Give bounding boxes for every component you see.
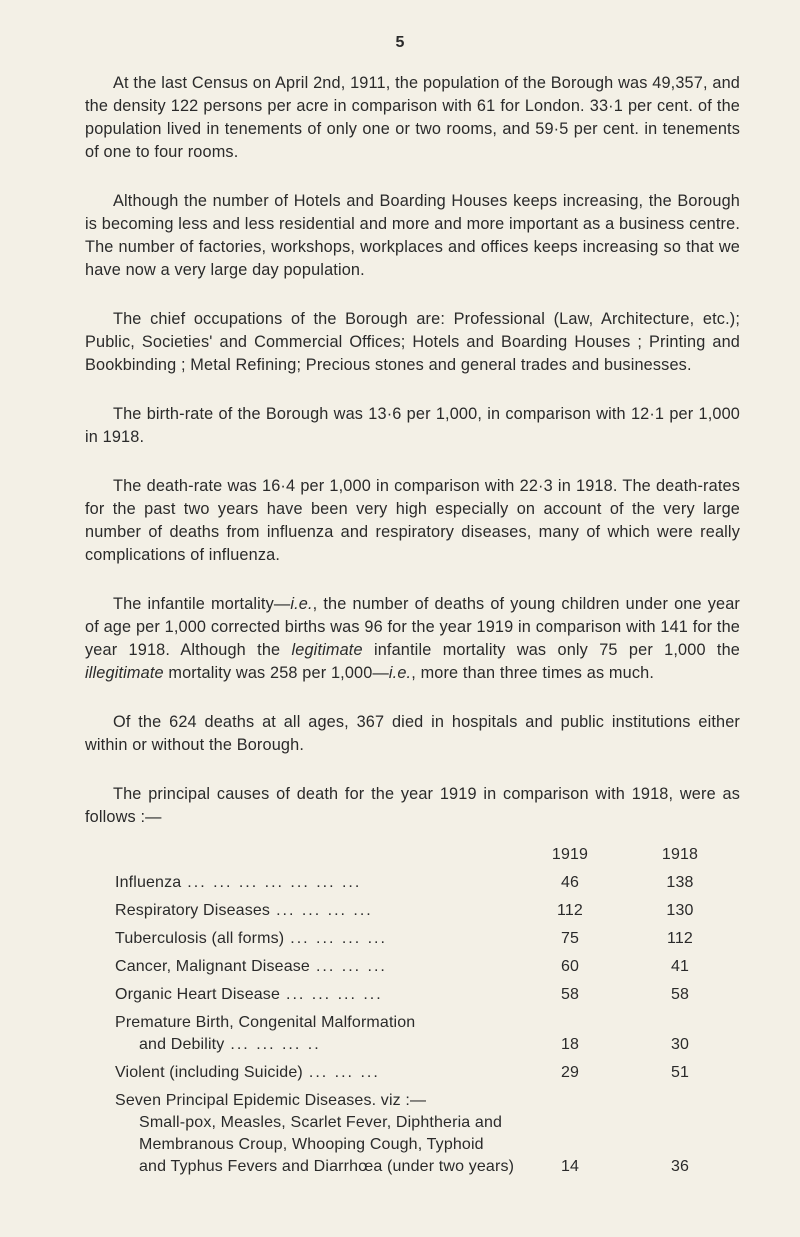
table-row — [115, 1012, 735, 1062]
value-1918: 130 — [666, 902, 694, 919]
paragraph-hospital-deaths: Of the 624 deaths at all ages, 367 died in hospitals and public institutions either within or without the Borough. — [85, 713, 740, 754]
paragraph-birth-rate: The birth-rate of the Borough was 13·6 per 1,000, in comparison with 12·1 per 1,000 in 1918. — [85, 405, 740, 446]
table-row — [115, 872, 735, 900]
value-1919: 14 — [560, 1158, 580, 1175]
cause-label — [115, 900, 515, 928]
table-row — [115, 984, 735, 1012]
cause-name-continued: Small-pox, Measles, Scarlet Fever, Diphtheria and Membranous Croup, Whooping Cough, Typhoid and Typhus Fevers and Diarrhœa (under two years) — [139, 1114, 515, 1175]
paragraph-occupations: The chief occupations of the Borough are: Professional (Law, Architecture, etc.); Public, Societies' and Commercial Offices; Hotels and Boarding Houses ; Printing and Bookbinding ; Metal Refining; Precious stones and general trades and businesses. — [85, 310, 740, 374]
table-row — [115, 1090, 735, 1184]
cause-label — [115, 1012, 515, 1062]
table-row — [115, 900, 735, 928]
paragraph-business-centre: Although the number of Hotels and Boarding Houses keeps increasing, the Borough is becoming less and less residential and more and more important as a business centre. The number of factories, workshops, workplaces and offices keeps increasing so that we have now a very large day population. — [85, 192, 740, 279]
value-1918: 51 — [670, 1064, 690, 1081]
cause-label — [115, 1062, 515, 1090]
paragraph-census: At the last Census on April 2nd, 1911, the population of the Borough was 49,357, and the density 122 persons per acre in comparison with 61 for London. 33·1 per cent. of the population lived in tenements of only one or two rooms, and 59·5 per cent. in tenements of one to four rooms. — [85, 74, 740, 161]
value-1919: 58 — [560, 986, 580, 1003]
header-1919: 1919 — [551, 846, 589, 863]
value-1918: 30 — [670, 1036, 690, 1053]
value-1919: 18 — [560, 1036, 580, 1053]
leader-dots: ... ... ... ... — [276, 902, 373, 919]
value-1918: 41 — [670, 958, 690, 975]
cause-name: Seven Principal Epidemic Diseases. viz :— — [115, 1092, 427, 1109]
cause-name: Organic Heart Disease — [115, 986, 280, 1003]
leader-dots: ... ... ... ... — [290, 930, 387, 947]
cause-name-continued: and Debility — [139, 1036, 225, 1053]
paragraph-infantile-mortality: The infantile mortality—i.e., the number of deaths of young children under one year of age per 1,000 corrected births was 96 for the year 1919 in comparison with 141 for the year 1918. Although the legitimate infantile mortality was only 75 per 1,000 the illegitimate mortality was 258 per 1,000—i.e., more than three times as much. — [85, 595, 740, 682]
value-1918: 138 — [666, 874, 694, 891]
table-row — [115, 1062, 735, 1090]
cause-label — [115, 872, 515, 900]
causes-of-death-table — [115, 843, 735, 1184]
cause-label — [115, 956, 515, 984]
cause-label — [115, 984, 515, 1012]
leader-dots: ... ... ... — [308, 1064, 380, 1081]
page-number: 5 — [395, 34, 405, 51]
table-body — [115, 872, 735, 1184]
leader-dots: ... ... ... ... — [286, 986, 383, 1003]
paragraph-causes-intro: The principal causes of death for the year 1919 in comparison with 1918, were as follows :— — [85, 785, 740, 826]
table-row — [115, 956, 735, 984]
leader-dots: ... ... ... — [315, 958, 387, 975]
cause-name: Influenza — [115, 874, 182, 891]
cause-name: Premature Birth, Congenital Malformation — [115, 1014, 416, 1031]
value-1919: 112 — [557, 902, 583, 919]
value-1918: 58 — [670, 986, 690, 1003]
cause-label — [115, 1090, 515, 1184]
value-1919: 75 — [560, 930, 580, 947]
table-row — [115, 928, 735, 956]
cause-name: Cancer, Malignant Disease — [115, 958, 310, 975]
value-1918: 112 — [667, 930, 693, 947]
table-header-row — [115, 843, 735, 872]
value-1919: 46 — [560, 874, 580, 891]
leader-dots: ... ... ... ... ... ... ... — [187, 874, 362, 891]
value-1919: 29 — [560, 1064, 580, 1081]
cause-name: Respiratory Diseases — [115, 902, 271, 919]
cause-name: Violent (including Suicide) — [115, 1064, 303, 1081]
paragraph-death-rate: The death-rate was 16·4 per 1,000 in comparison with 22·3 in 1918. The death-rates for the past two years have been very high especially on account of the very large number of deaths from influenza and respiratory diseases, many of which were really complications of influenza. — [85, 477, 740, 564]
value-1919: 60 — [560, 958, 580, 975]
document-body — [85, 72, 740, 1184]
header-1918: 1918 — [661, 846, 699, 863]
cause-label — [115, 928, 515, 956]
leader-dots: ... ... ... .. — [230, 1036, 321, 1053]
cause-name: Tuberculosis (all forms) — [115, 930, 285, 947]
value-1918: 36 — [670, 1158, 690, 1175]
